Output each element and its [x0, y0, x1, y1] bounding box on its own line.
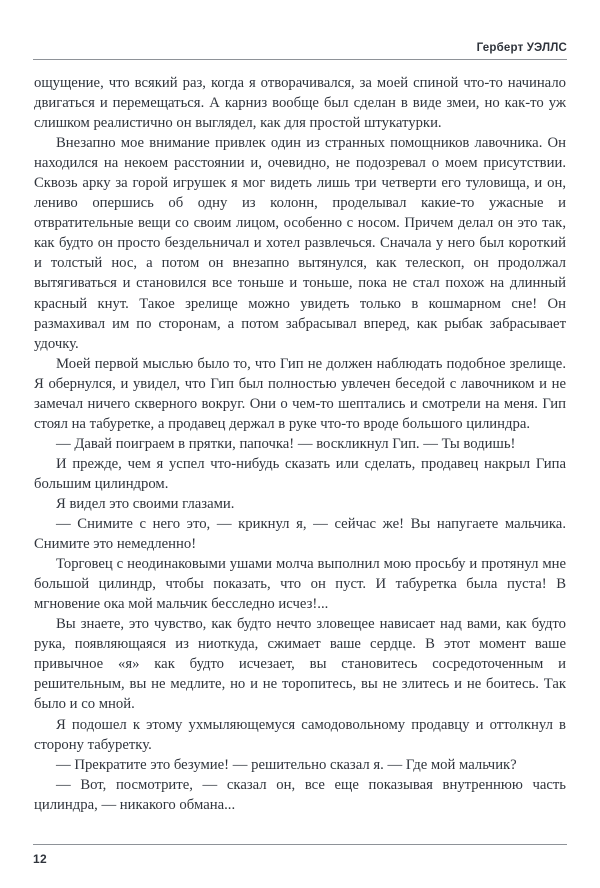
paragraph: — Вот, посмотрите, — сказал он, все еще показывая внутреннюю часть цилиндра, — никакого обмана...	[34, 776, 566, 813]
paragraph: Вы знаете, это чувство, как будто нечто зловещее нависает над вами, как будто рука, появляющаяся из ниоткуда, сжимает ваше сердце. В этот момент ваше привычное «я» как будто исчезает, вы становитесь сосредоточенным и решительным, вы не медлите, но и не торопитесь, вы не злитесь и не боитесь. Так было и со мной.	[34, 616, 566, 713]
paragraph: — Снимите с него это, — крикнул я, — сейчас же! Вы напугаете мальчика. Снимите это немедленно!	[34, 516, 566, 553]
paragraph: ощущение, что всякий раз, когда я отворачивался, за моей спиной что-то начинало двигаться и перемещаться. А карниз вообще был сделан в виде змеи, но как-то уж слишком реалистично он выглядел, как для простой штукатурки.	[34, 75, 566, 132]
body-text	[34, 60, 566, 844]
paragraph: Моей первой мыслью было то, что Гип не должен наблюдать подобное зрелище. Я обернулся, и увидел, что Гип был полностью увлечен беседой с лавочником и не замечал ничего скверного вокруг. Они о чем-то шептались и смотрели на меня. Гип стоял на табуретке, а продавец держал в руке что-то вроде большого цилиндра.	[34, 355, 566, 432]
paragraph: Внезапно мое внимание привлек один из странных помощников лавочника. Он находился на некоем расстоянии и, очевидно, не подозревал о моем присутствии. Сквозь арку за горой игрушек я мог видеть лишь три четверти его туловища, и он, лениво опершись об одну из колонн, проделывал какие-то ужасные и отвратительные вещи со своим лицом, особенно с носом. Причем делал он это так, как будто он просто бездельничал и хотел развлечься. Сначала у него был короткий и толстый нос, а потом он внезапно вытянулся, как телескоп, он продолжал вытягиваться и становился все тоньше и тоньше, пока не стал похож на длинный красный кнут. Такое зрелище можно увидеть только в кошмарном сне! Он размахивал им по сторонам, а потом забрасывал вперед, как рыбак забрасывает удочку.	[34, 135, 566, 352]
page-footer	[0, 844, 600, 888]
paragraph: — Давай поиграем в прятки, папочка! — воскликнул Гип. — Ты водишь!	[56, 435, 516, 452]
page-number: 12	[33, 852, 47, 866]
paragraph: — Прекратите это безумие! — решительно сказал я. — Где мой мальчик?	[56, 756, 517, 773]
paragraph: Я видел это своими глазами.	[56, 495, 235, 512]
footer-rule	[33, 844, 567, 845]
paragraph: И прежде, чем я успел что-нибудь сказать или сделать, продавец накрыл Гипа большим цилиндром.	[34, 455, 566, 492]
running-head-author: Герберт УЭЛЛС	[476, 42, 567, 54]
paragraph: Торговец с неодинаковыми ушами молча выполнил мою просьбу и протянул мне большой цилиндр, чтобы показать, что он пуст. И табуретка была пуста! В мгновение ока мой мальчик бесследно исчез!...	[34, 556, 566, 613]
paragraph: Я подошел к этому ухмыляющемуся самодовольному продавцу и оттолкнул в сторону табуретку.	[34, 716, 566, 753]
running-head	[33, 0, 567, 57]
